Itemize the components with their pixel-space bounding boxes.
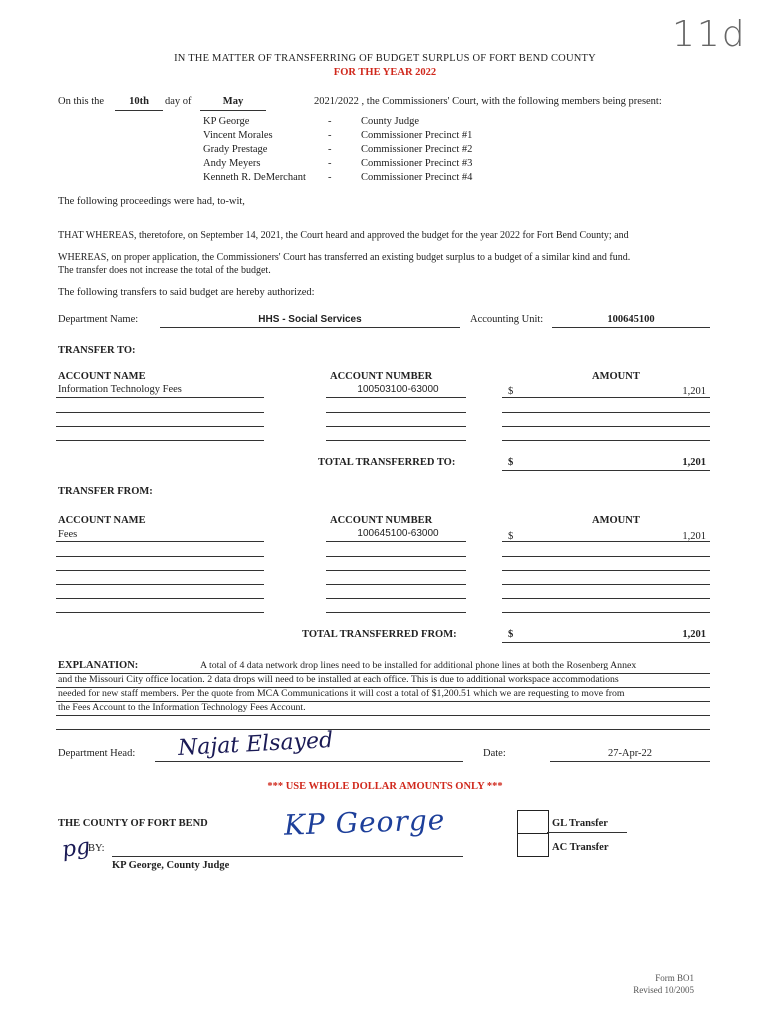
transfer-to-currency: $ (508, 386, 514, 397)
member-name: Kenneth R. DeMerchant (203, 172, 306, 183)
department-head-signature: Najat Elsayed (177, 727, 334, 762)
explanation-line-1: A total of 4 data network drop lines need to be installed for additional phone lines at both the Rosenberg Annex (200, 660, 637, 671)
month-underline (200, 110, 266, 111)
member-dash: - (328, 158, 332, 169)
date-value: 27-Apr-22 (607, 748, 653, 759)
transfer-to-heading: TRANSFER TO: (58, 345, 136, 356)
transfer-to-total-label: TOTAL TRANSFERRED TO: (318, 457, 456, 468)
transfer-to-account-number-header: ACCOUNT NUMBER (330, 371, 433, 382)
member-title: Commissioner Precinct #2 (361, 144, 473, 155)
member-name: KP George (203, 116, 250, 127)
by-label: BY: (88, 843, 105, 854)
day-of-label: day of (165, 96, 192, 107)
form-revised: Revised 10/2005 (633, 985, 694, 995)
transfer-to-total-currency: $ (508, 457, 514, 468)
day-underline (115, 110, 163, 111)
transfer-to-total-underline (502, 470, 710, 471)
transfer-from-amount: 1,201 (682, 531, 706, 542)
year-text: 2021/2022 , the Commissioners' Court, with the following members being present: (314, 96, 662, 107)
member-title: Commissioner Precinct #4 (361, 172, 473, 183)
transfer-to-account-name: Information Technology Fees (58, 384, 182, 395)
whereas-2-line-2: The transfer does not increase the total of the budget. (58, 265, 271, 276)
month-value: May (222, 96, 244, 107)
accounting-unit-underline (552, 327, 710, 328)
transfer-to-amount: 1,201 (682, 386, 706, 397)
department-underline (160, 327, 460, 328)
on-this-the-label: On this the (58, 96, 105, 107)
department-head-signature-line (155, 761, 463, 762)
document-subtitle: FOR THE YEAR 2022 (333, 67, 437, 78)
agenda-item-mark: 11d (672, 14, 747, 55)
explanation-rule (56, 729, 710, 730)
transfer-to-amount-header: AMOUNT (592, 371, 640, 382)
proceedings-text: The following proceedings were had, to-wit, (58, 196, 245, 207)
transfer-from-currency: $ (508, 531, 514, 542)
transfer-from-account-name-header: ACCOUNT NAME (58, 515, 146, 526)
transfer-to-account-name-header: ACCOUNT NAME (58, 371, 146, 382)
ac-transfer-checkbox[interactable] (517, 833, 549, 857)
initials: pg (60, 834, 92, 863)
whole-dollar-note: *** USE WHOLE DOLLAR AMOUNTS ONLY *** (267, 781, 503, 792)
form-number: Form BO1 (655, 973, 694, 983)
explanation-line-2: and the Missouri City office location. 2 data drops will need to be installed at each office. This is due to additional workspace accommodations (58, 674, 619, 685)
gl-transfer-checkbox[interactable] (517, 810, 549, 834)
explanation-line-3: needed for new staff members. Per the quote from MCA Communications it will cost a total of $1,200.51 which we are requesting to move from (58, 688, 625, 699)
checkbox-rule (547, 832, 627, 833)
explanation-line-4: the Fees Account to the Information Technology Fees Account. (58, 702, 306, 713)
transfer-from-total-label: TOTAL TRANSFERRED FROM: (302, 629, 457, 640)
member-title: County Judge (361, 116, 420, 127)
accounting-unit-label: Accounting Unit: (470, 314, 544, 325)
transfer-from-amount-header: AMOUNT (592, 515, 640, 526)
judge-signature: KP George (283, 803, 446, 842)
member-name: Vincent Morales (203, 130, 273, 141)
judge-signature-line (112, 856, 463, 857)
transfer-from-total-underline (502, 642, 710, 643)
day-value: 10th (129, 96, 149, 107)
transfer-from-heading: TRANSFER FROM: (58, 486, 153, 497)
explanation-rule (56, 715, 710, 716)
date-label: Date: (483, 748, 506, 759)
whereas-2-line-1: WHEREAS, on proper application, the Commissioners' Court has transferred an existing budget surplus to a budget of a similar kind and fund. (58, 252, 631, 263)
transfer-from-account-number-header: ACCOUNT NUMBER (330, 515, 433, 526)
authorized-text: The following transfers to said budget are hereby authorized: (58, 287, 315, 298)
member-title: Commissioner Precinct #3 (361, 158, 473, 169)
ac-transfer-label: AC Transfer (552, 842, 609, 853)
member-name: Andy Meyers (203, 158, 261, 169)
member-dash: - (328, 130, 332, 141)
department-head-label: Department Head: (58, 748, 136, 759)
explanation-label: EXPLANATION: (58, 660, 139, 671)
member-name: Grady Prestage (203, 144, 268, 155)
transfer-from-total-currency: $ (508, 629, 514, 640)
document-title: IN THE MATTER OF TRANSFERRING OF BUDGET SURPLUS OF FORT BEND COUNTY (174, 53, 596, 64)
accounting-unit-value: 100645100 (607, 314, 655, 325)
whereas-1: THAT WHEREAS, theretofore, on September 14, 2021, the Court heard and approved the budget for the year 2022 for Fort Bend County; and (58, 230, 629, 241)
judge-name: KP George, County Judge (112, 860, 230, 871)
transfer-from-total-amount: 1,201 (682, 629, 706, 640)
transfer-from-account-name: Fees (58, 529, 78, 540)
department-value: HHS - Social Services (258, 314, 362, 325)
member-title: Commissioner Precinct #1 (361, 130, 473, 141)
department-label: Department Name: (58, 314, 139, 325)
transfer-from-account-number: 100645100-63000 (357, 528, 439, 539)
gl-transfer-label: GL Transfer (552, 818, 608, 829)
member-dash: - (328, 116, 332, 127)
member-dash: - (328, 144, 332, 155)
date-underline (550, 761, 710, 762)
transfer-to-account-number: 100503100-63000 (357, 384, 439, 395)
transfer-to-total-amount: 1,201 (682, 457, 706, 468)
county-label: THE COUNTY OF FORT BEND (58, 818, 208, 829)
member-dash: - (328, 172, 332, 183)
